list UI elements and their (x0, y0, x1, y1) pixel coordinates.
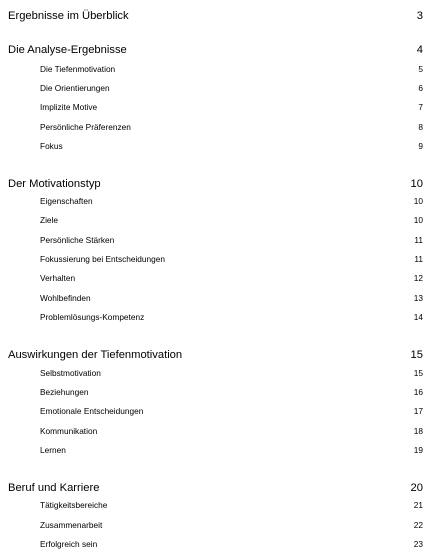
toc-entry-label: Problemlösungs-Kompetenz (40, 312, 145, 322)
toc-entry-label: Tätigkeitsbereiche (40, 500, 108, 510)
toc-entry-page-number: 18 (413, 426, 423, 436)
toc-entry-label: Eigenschaften (40, 196, 93, 206)
toc-entry-page-number: 12 (413, 273, 423, 283)
toc-entry-label: Die Orientierungen (40, 83, 110, 93)
toc-entry-label: Persönliche Stärken (40, 235, 115, 245)
toc-entry-page-number: 10 (413, 215, 423, 225)
toc-entry-label: Ergebnisse im Überblick (8, 10, 129, 22)
toc-entry-taetigkeitsbereiche[interactable] (40, 498, 423, 512)
toc-entry-page-number: 22 (413, 520, 423, 530)
toc-entry-die-orientierungen[interactable] (40, 81, 423, 95)
toc-entry-label: Der Motivationstyp (8, 178, 101, 190)
toc-entry-auswirkungen-der-tiefenmotivation[interactable] (8, 347, 423, 363)
toc-entry-die-tiefenmotivation[interactable] (40, 62, 423, 76)
toc-entry-persoenliche-staerken[interactable] (40, 233, 423, 247)
toc-entry-page-number: 7 (418, 102, 423, 112)
toc-entry-beziehungen[interactable] (40, 385, 423, 399)
toc-entry-page-number: 14 (413, 312, 423, 322)
toc-entry-page-number: 17 (413, 406, 423, 416)
toc-entry-page-number: 9 (418, 141, 423, 151)
toc-entry-implizite-motive[interactable] (40, 100, 423, 114)
toc-entry-page-number: 3 (416, 10, 423, 22)
toc-entry-page-number: 20 (410, 482, 423, 494)
toc-entry-label: Die Analyse-Ergebnisse (8, 44, 127, 56)
toc-entry-page-number: 15 (410, 349, 423, 361)
toc-entry-label: Zusammenarbeit (40, 520, 103, 530)
toc-entry-page-number: 23 (413, 539, 423, 549)
toc-entry-page-number: 11 (414, 235, 423, 245)
toc-entry-fokus[interactable] (40, 139, 423, 153)
toc-entry-label: Persönliche Präferenzen (40, 122, 131, 132)
toc-entry-label: Auswirkungen der Tiefenmotivation (8, 349, 183, 361)
toc-entry-page-number: 15 (413, 368, 423, 378)
toc-entry-erfolgreich-sein[interactable] (40, 537, 423, 551)
toc-entry-page-number: 4 (416, 44, 423, 56)
toc-entry-label: Selbstmotivation (40, 368, 101, 378)
toc-entry-eigenschaften[interactable] (40, 194, 423, 208)
toc-entry-fokussierung-bei-entscheidungen[interactable] (40, 252, 423, 266)
toc-entry-page-number: 16 (413, 387, 423, 397)
toc-entry-label: Ziele (40, 215, 58, 225)
toc-entry-der-motivationstyp[interactable] (8, 176, 423, 192)
toc-entry-label: Lernen (40, 445, 66, 455)
toc-entry-page-number: 10 (410, 178, 423, 190)
toc-entry-selbstmotivation[interactable] (40, 366, 423, 380)
toc-entry-label: Erfolgreich sein (40, 539, 98, 549)
toc-entry-lernen[interactable] (40, 443, 423, 457)
toc-entry-page-number: 21 (413, 500, 423, 510)
toc-entry-page-number: 6 (418, 83, 423, 93)
toc-entry-label: Wohlbefinden (40, 293, 91, 303)
toc-entry-page-number: 19 (413, 445, 423, 455)
toc-entry-label: Implizite Motive (40, 102, 98, 112)
toc-entry-label: Fokussierung bei Entscheidungen (40, 254, 165, 264)
toc-entry-label: Beziehungen (40, 387, 89, 397)
toc-entry-page-number: 10 (413, 196, 423, 206)
toc-entry-wohlbefinden[interactable] (40, 291, 423, 305)
toc-entry-ziele[interactable] (40, 213, 423, 227)
toc-entry-page-number: 13 (413, 293, 423, 303)
toc-entry-problemloesungs-kompetenz[interactable] (40, 310, 423, 324)
toc-entry-zusammenarbeit[interactable] (40, 518, 423, 532)
toc-entry-kommunikation[interactable] (40, 424, 423, 438)
toc-entry-page-number: 8 (418, 122, 423, 132)
toc-entry-emotionale-entscheidungen[interactable] (40, 404, 423, 418)
toc-entry-label: Fokus (40, 141, 63, 151)
toc-entry-page-number: 5 (418, 64, 423, 74)
toc-entry-persoenliche-praeferenzen[interactable] (40, 120, 423, 134)
toc-entry-label: Die Tiefenmotivation (40, 64, 116, 74)
toc-entry-verhalten[interactable] (40, 271, 423, 285)
toc-entry-label: Verhalten (40, 273, 76, 283)
toc-entry-beruf-und-karriere[interactable] (8, 480, 423, 496)
toc-entry-ergebnisse-im-ueberblick[interactable] (8, 8, 423, 24)
toc-entry-label: Emotionale Entscheidungen (40, 406, 144, 416)
toc-entry-die-analyse-ergebnisse[interactable] (8, 42, 423, 58)
toc-entry-label: Kommunikation (40, 426, 98, 436)
toc-entry-label: Beruf und Karriere (8, 482, 100, 494)
toc-entry-page-number: 11 (414, 254, 423, 264)
